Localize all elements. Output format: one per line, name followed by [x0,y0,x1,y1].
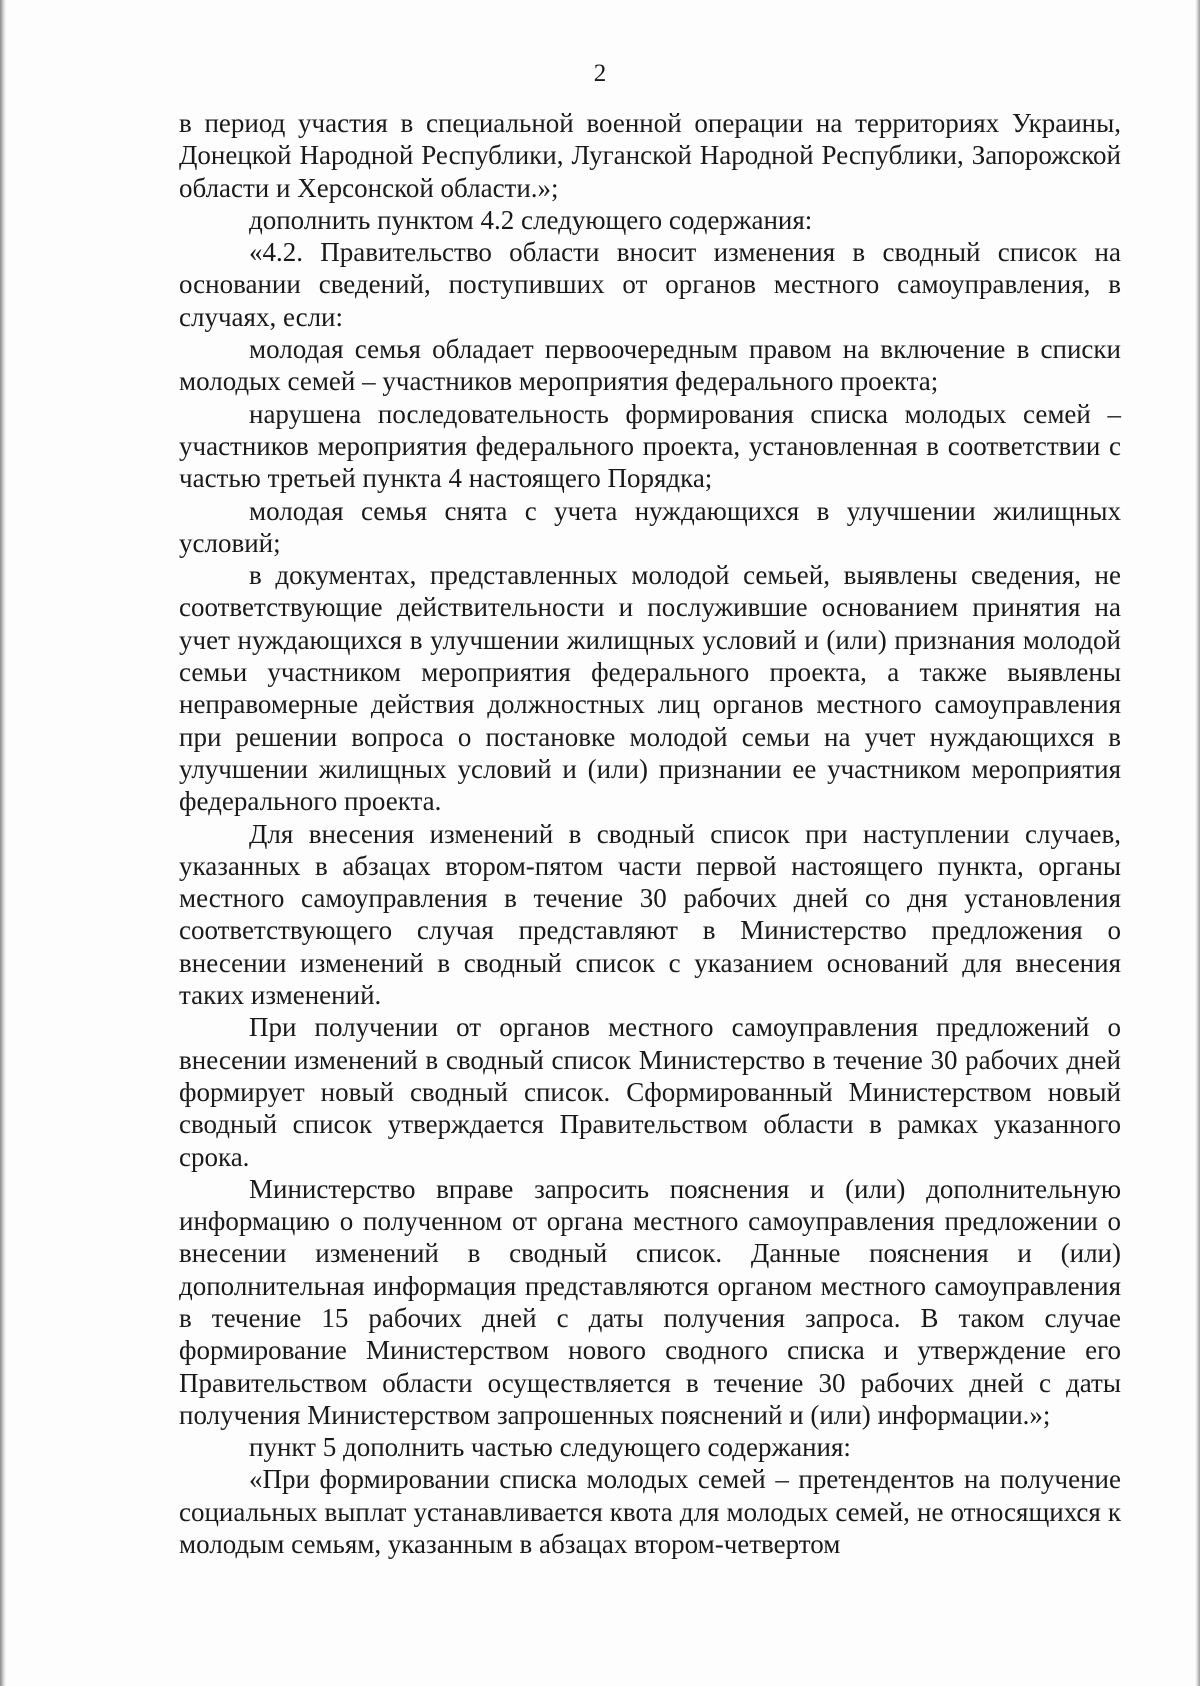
paragraph-case-false-information: в документах, представленных молодой семьей, выявлены сведения, не соответствующие действительности и послужившие основанием принятия на учет нуждающихся в улучшении жилищных условий и (или) признания молодой семьи участником мероприятия федерального проекта, а также выявлены неправомерные действия должностных лиц органов местного самоуправления при решении вопроса о постановке молодой семьи на учет нуждающихся в улучшении жилищных условий и (или) признании ее участником мероприятия федерального проекта. [179,560,1121,817]
paragraph-case-priority-right: молодая семья обладает первоочередным правом на включение в списки молодых семей – участников мероприятия федерального проекта; [179,334,1121,397]
page-number: 2 [593,60,607,87]
paragraph-new-list-formation: При получении от органов местного самоуправления предложений о внесении изменений в сводный список Министерство в течение 30 рабочих дней формирует новый сводный список. Сформированный Министерством новый сводный список утверждается Правительством области в рамках указанного срока. [179,1012,1121,1172]
paragraph-clause-4-2: «4.2. Правительство области вносит изменения в сводный список на основании сведений, поступивших от органов местного самоуправления, в случаях, если: [179,237,1121,332]
paragraph-clarification-request: Министерство вправе запросить пояснения и (или) дополнительную информацию о полученном от органа местного самоуправления предложении о внесении изменений в сводный список. Данные пояснения и (или) дополнительная информация представляются органом местного самоуправления в течение 15 рабочих дней с даты получения запроса. В таком случае формирование Министерством нового сводного списка и утверждение его Правительством области осуществляется в течение 30 рабочих дней с даты получения Министерством запрошенных пояснений и (или) информации.»; [179,1173,1121,1430]
paragraph-continuation: в период участия в специальной военной операции на территориях Украины, Донецкой Народной Республики, Луганской Народной Республики, Запорожской области и Херсонской области.»; [179,108,1121,203]
paragraph-clause-5-amendment-intro: пункт 5 дополнить частью следующего содержания: [249,1432,851,1463]
scan-edge-right [1195,0,1200,1686]
document-body [179,107,1121,1560]
paragraph-quota: «При формировании списка молодых семей – претендентов на получение социальных выплат устанавливается квота для молодых семей, не относящихся к молодым семьям, указанным в абзацах втором-четвертом [179,1464,1121,1560]
scan-edge-left [0,0,6,1686]
paragraph-case-sequence-violation: нарушена последовательность формирования списка молодых семей – участников мероприятия федерального проекта, установленная в соответствии с частью третьей пункта 4 настоящего Порядка; [179,398,1121,494]
paragraph-case-removed-from-register: молодая семья снята с учета нуждающихся в улучшении жилищных условий; [179,495,1121,558]
paragraph-amendment-intro: дополнить пунктом 4.2 следующего содержания: [249,204,813,235]
paragraph-submission-procedure: Для внесения изменений в сводный список при наступлении случаев, указанных в абзацах втором-пятом части первой настоящего пункта, органы местного самоуправления в течение 30 рабочих дней со дня установления соответствующего случая представляют в Министерство предложения о внесении изменений в сводный список с указанием оснований для внесения таких изменений. [179,818,1121,1011]
